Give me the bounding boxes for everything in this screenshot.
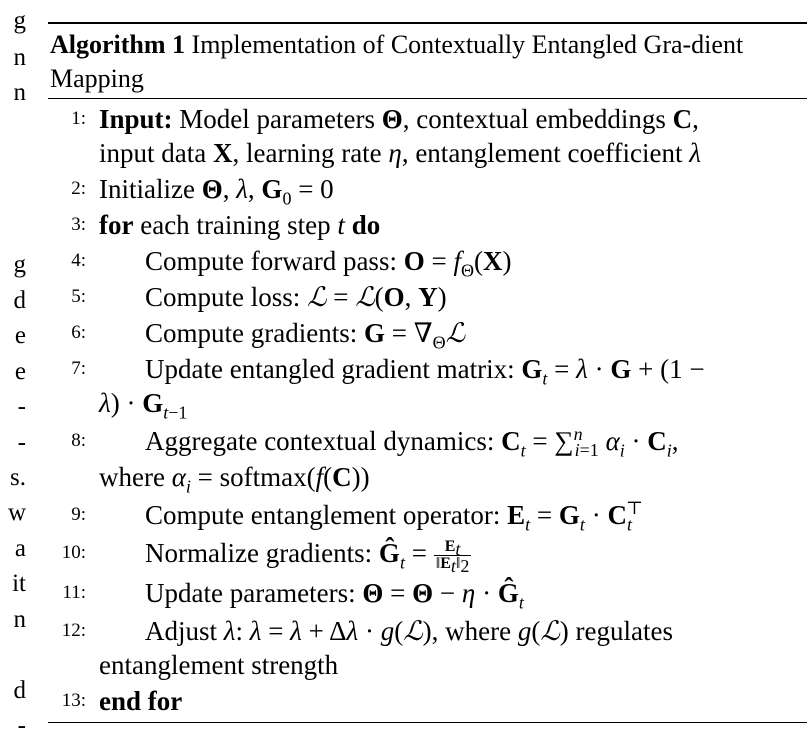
edge-fragment: g bbox=[13, 251, 26, 278]
algorithm-line-8: Aggregate contextual dynamics: $C_t = \sum^n_{i=1}$ $\alpha_i \cdot C_i$, bbox=[145, 424, 679, 461]
algorithm-caption bbox=[50, 28, 802, 96]
line-number: 11: bbox=[62, 582, 86, 603]
edge-fragment: - bbox=[17, 393, 26, 420]
line-number: 6: bbox=[71, 322, 86, 343]
algorithm-line-9: Compute entanglement operator: $E_t = G_t \cdot C_t^⊤$ bbox=[145, 498, 643, 535]
fraction: $\frac{E_t}{‖E_t‖_2}$ bbox=[435, 538, 470, 577]
line-number: 1: bbox=[71, 108, 86, 129]
algorithm-line-5: Compute loss: ℒ = ℒ(O, Y) bbox=[145, 282, 447, 312]
line-number: 10: bbox=[61, 542, 86, 563]
line-number: 9: bbox=[71, 504, 86, 525]
algorithm-line-4: Compute forward pass: $O = f_\Theta(X)$ bbox=[145, 246, 512, 281]
algorithm-line-12-cont: entanglement strength bbox=[99, 650, 339, 680]
line-number: 12: bbox=[61, 620, 86, 641]
algorithm-line-10: Normalize gradients: $Ĝ_t$ = $\frac{E_t}{‖E_t‖_2}$ bbox=[145, 538, 470, 577]
algorithm-line-1-cont: input data X, learning rate η, entanglement coefficient λ bbox=[99, 138, 701, 168]
edge-fragment: e bbox=[14, 358, 26, 385]
edge-fragment: d bbox=[13, 287, 26, 314]
algorithm-title: Implementation of Contextually Entangled Gra-dient Mapping bbox=[50, 30, 744, 93]
edge-fragment: it bbox=[12, 570, 26, 597]
edge-fragment: d bbox=[13, 677, 26, 704]
edge-fragment: a bbox=[14, 535, 26, 562]
algorithm-line-12: Adjust λ: λ = λ + Δλ · g(ℒ), where g(ℒ) regulates bbox=[145, 616, 673, 646]
line-number: 8: bbox=[71, 430, 86, 451]
algorithm-line-2: Initialize Θ, λ, $G_0 = 0$ bbox=[99, 174, 334, 209]
top-rule bbox=[48, 22, 807, 24]
line-number: 7: bbox=[71, 358, 86, 379]
line-number: 13: bbox=[61, 690, 86, 711]
line-number: 2: bbox=[71, 178, 86, 199]
edge-fragment: - bbox=[17, 712, 26, 739]
caption-rule bbox=[48, 98, 807, 99]
edge-fragment: e bbox=[14, 322, 26, 349]
algorithm-line-7: Update entangled gradient matrix: $G_t = \lambda \cdot G + (1$ − bbox=[145, 354, 705, 389]
algorithm-line-7-cont: $\lambda) \cdot G_{t-1}$ bbox=[99, 388, 188, 423]
algorithm-line-13: end for bbox=[99, 686, 183, 716]
algorithm-line-6: Compute gradients: $G = \nabla_\Theta ℒ$ bbox=[145, 318, 466, 353]
edge-fragment: - bbox=[17, 429, 26, 456]
algorithm-line-3: for each training step t do bbox=[99, 210, 381, 240]
edge-fragment: w bbox=[7, 499, 26, 526]
edge-fragment: g bbox=[13, 7, 26, 34]
bottom-rule bbox=[48, 722, 807, 723]
line-number: 3: bbox=[71, 214, 86, 235]
line-number: 5: bbox=[71, 286, 86, 307]
algorithm-line-1: Input: Model parameters Θ, contextual embeddings C, bbox=[99, 104, 699, 134]
algorithm-line-11: Update parameters: $\Theta = \Theta - \eta \cdot Ĝ_t$ bbox=[145, 578, 524, 613]
algorithm-label: Algorithm 1 bbox=[50, 30, 186, 59]
edge-fragment: s. bbox=[10, 464, 26, 491]
line-number: 4: bbox=[71, 250, 86, 271]
algorithm-line-8-cont: where $\alpha_i$ = softmax(f(C)) bbox=[99, 462, 370, 497]
edge-fragment: n bbox=[13, 606, 26, 633]
edge-fragment: n bbox=[13, 79, 26, 106]
edge-fragment: n bbox=[13, 44, 26, 71]
